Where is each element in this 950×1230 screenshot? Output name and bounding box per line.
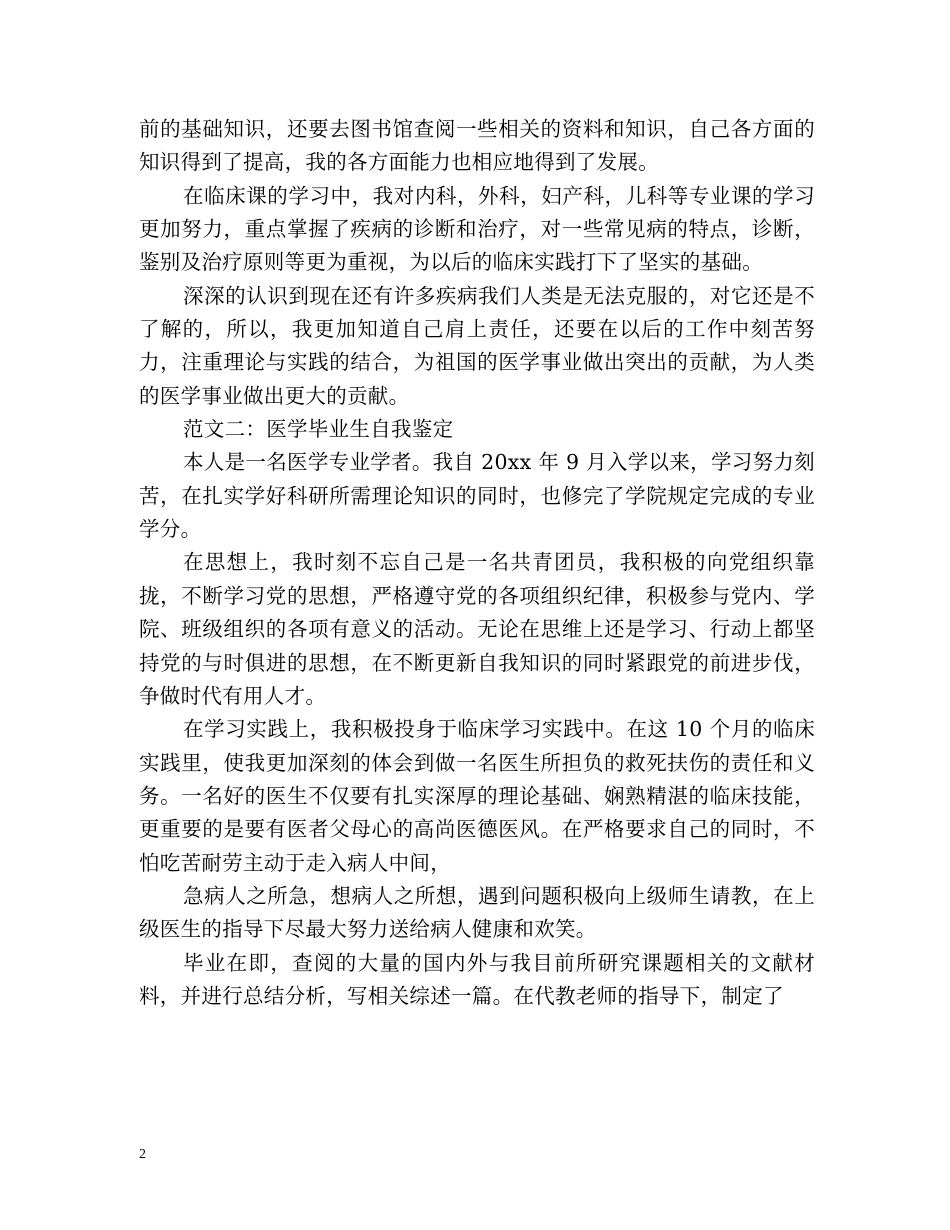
paragraph-3: 深深的认识到现在还有许多疾病我们人类是无法克服的，对它还是不了解的，所以，我更加知道自己肩上责任，还要在以后的工作中刻苦努力，注重理论与实践的结合，为祖国的医学事业做出突出的贡献，为人类的医学事业做出更大的贡献。 bbox=[139, 283, 815, 408]
paragraph-9: 毕业在即，查阅的大量的国内外与我目前所研究课题相关的文献材料，并进行总结分析，写相关综述一篇。在代教老师的指导下，制定了 bbox=[139, 950, 815, 1008]
document-body bbox=[139, 113, 815, 1013]
paragraph-1: 前的基础知识，还要去图书馆查阅一些相关的资料和知识，自己各方面的知识得到了提高，我的各方面能力也相应地得到了发展。 bbox=[139, 117, 815, 175]
section-heading: 范文二：医学毕业生自我鉴定 bbox=[183, 417, 454, 442]
paragraph-6: 在思想上，我时刻不忘自己是一名共青团员，我积极的向党组织靠拢，不断学习党的思想，严格遵守党的各项组织纪律，积极参与党内、学院、班级组织的各项有意义的活动。无论在思维上还是学习、行动上都坚持党的与时俱进的思想，在不断更新自我知识的同时紧跟党的前进步伐，争做时代有用人才。 bbox=[139, 550, 815, 708]
paragraph-8: 急病人之所急，想病人之所想，遇到问题积极向上级师生请教，在上级医生的指导下尽最大努力送给病人健康和欢笑。 bbox=[139, 883, 815, 942]
paragraph-7: 在学习实践上，我积极投身于临床学习实践中。在这 10 个月的临床实践里，使我更加深刻的体会到做一名医生所担负的救死扶伤的责任和义务。一名好的医生不仅要有扎实深厚的理论基础、娴熟精湛的临床技能，更重要的是要有医者父母心的高尚医德医风。在严格要求自己的同时，不怕吃苦耐劳主动于走入病人中间， bbox=[139, 717, 815, 875]
paragraph-5: 本人是一名医学专业学者。我自 20xx 年 9 月入学以来，学习努力刻苦，在扎实学好科研所需理论知识的同时，也修完了学院规定完成的专业学分。 bbox=[139, 450, 815, 542]
page-number: 2 bbox=[139, 1147, 146, 1162]
paragraph-2: 在临床课的学习中，我对内科，外科，妇产科，儿科等专业课的学习更加努力，重点掌握了疾病的诊断和治疗，对一些常见病的特点，诊断，鉴别及治疗原则等更为重视，为以后的临床实践打下了坚实的基础。 bbox=[139, 183, 815, 275]
